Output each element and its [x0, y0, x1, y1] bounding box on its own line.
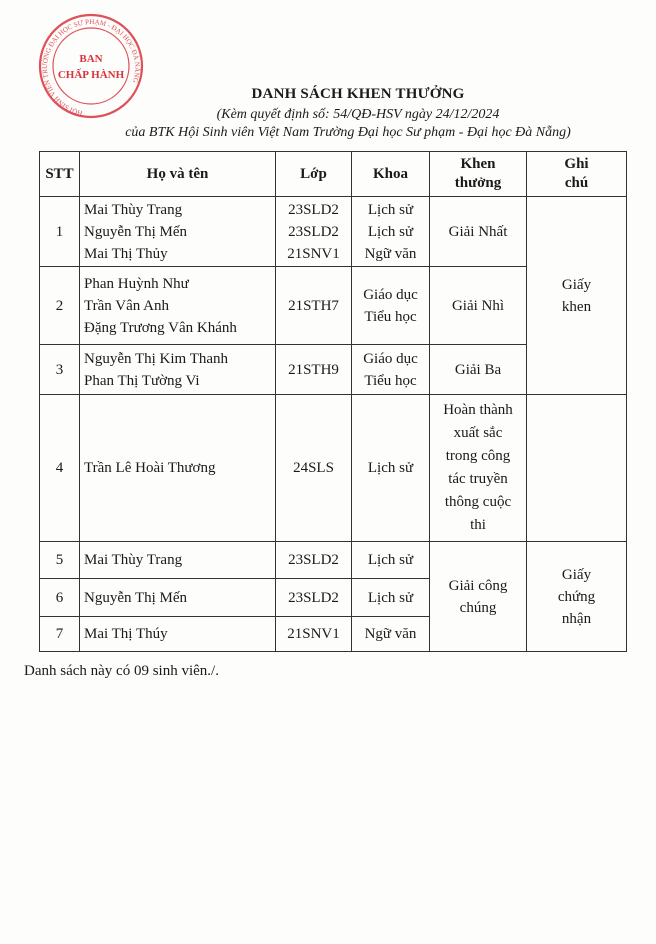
awards-table	[39, 151, 627, 652]
row-name: Trần Lê Hoài Thương	[80, 395, 276, 542]
row-names: Mai Thùy Trang Nguyễn Thị Mến Mai Thị Thủy	[80, 197, 276, 267]
table-header-row	[40, 152, 627, 197]
row-classes: 23SLD2 23SLD2 21SNV1	[276, 197, 352, 267]
note-group-certificate: Giấy chứng nhận	[527, 542, 627, 652]
header-stt: STT	[40, 152, 80, 197]
row-stt: 5	[40, 542, 80, 579]
award-group-encouragement: Giải công chúng	[430, 542, 527, 652]
header-class: Lớp	[276, 152, 352, 197]
document-subtitle-1: (Kèm quyết định số: 54/QĐ-HSV ngày 24/12/2024	[216, 107, 500, 122]
row-award: Giải Nhất	[430, 197, 527, 267]
row-class: 21STH7	[276, 267, 352, 345]
row-names: Phan Huỳnh Như Trần Vân Anh Đặng Trương Vân Khánh	[80, 267, 276, 345]
row-award: Hoàn thành xuất sắc trong công tác truyền thông cuộc thi	[430, 395, 527, 542]
header-award: Khen thưởng	[430, 152, 527, 197]
row-names: Nguyễn Thị Kim Thanh Phan Thị Tường Vi	[80, 345, 276, 395]
row-class: 21STH9	[276, 345, 352, 395]
note-group-certificate-of-merit: Giấy khen	[527, 197, 627, 395]
row-name: Mai Thùy Trang	[80, 542, 276, 579]
row-class: 23SLD2	[276, 542, 352, 579]
seal-ring-text: HỘI SINH VIÊN TRƯỜNG ĐẠI HỌC SƯ PHẠM - ĐẠI HỌC ĐÀ NẴNG	[40, 17, 142, 118]
document-title: DANH SÁCH KHEN THƯỞNG	[251, 86, 465, 102]
row-stt: 2	[40, 267, 80, 345]
row-name: Mai Thị Thúy	[80, 617, 276, 652]
student-count-note: Danh sách này có 09 sinh viên./.	[24, 663, 219, 679]
row-stt: 6	[40, 579, 80, 617]
row-class: 21SNV1	[276, 617, 352, 652]
document-subtitle-2: của BTK Hội Sinh viên Việt Nam Trường Đại học Sư phạm - Đại học Đà Nẵng)	[125, 125, 571, 140]
red-seal-stamp	[30, 12, 152, 120]
row-stt: 3	[40, 345, 80, 395]
row-stt: 1	[40, 197, 80, 267]
seal-line-1: BAN	[79, 53, 103, 65]
table-row	[40, 542, 627, 579]
row-class: 24SLS	[276, 395, 352, 542]
row-award: Giải Nhì	[430, 267, 527, 345]
row-name: Nguyễn Thị Mến	[80, 579, 276, 617]
row-award: Giải Ba	[430, 345, 527, 395]
row-stt: 7	[40, 617, 80, 652]
row-faculty: Giáo dục Tiểu học	[352, 267, 430, 345]
row-stt: 4	[40, 395, 80, 542]
row-faculty: Lịch sử	[352, 542, 430, 579]
header-faculty: Khoa	[352, 152, 430, 197]
row-faculty: Lịch sử	[352, 579, 430, 617]
header-name: Họ và tên	[80, 152, 276, 197]
seal-line-2: CHẤP HÀNH	[57, 69, 125, 81]
table-row	[40, 197, 627, 267]
row-faculty: Ngữ văn	[352, 617, 430, 652]
row-class: 23SLD2	[276, 579, 352, 617]
header-note: Ghi chú	[527, 152, 627, 197]
note-empty	[527, 395, 627, 542]
table-row	[40, 395, 627, 542]
row-faculty: Giáo dục Tiểu học	[352, 345, 430, 395]
row-faculty: Lịch sử	[352, 395, 430, 542]
row-faculties: Lịch sử Lịch sử Ngữ văn	[352, 197, 430, 267]
